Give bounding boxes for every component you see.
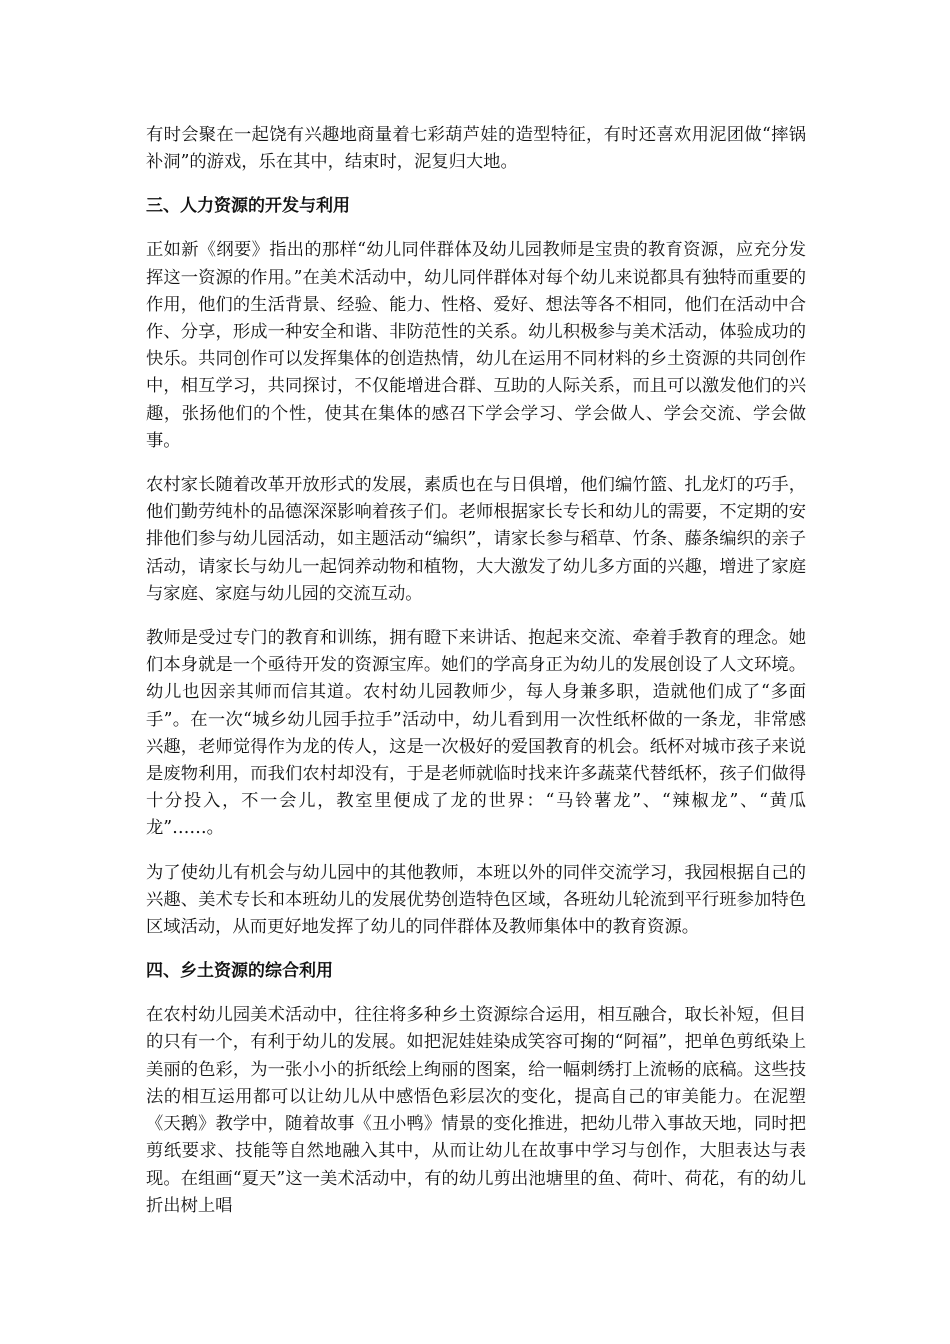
paragraph-continuation: 有时会聚在一起饶有兴趣地商量着七彩葫芦娃的造型特征，有时还喜欢用泥团做“摔锅补洞”的游戏，乐在其中，结束时，泥复归大地。 [146,125,806,173]
paragraph-parents: 农村家长随着改革开放形式的发展，素质也在与日俱增，他们编竹篮、扎龙灯的巧手，他们勤劳纯朴的品德深深影响着孩子们。老师根据家长专长和幼儿的需要，不定期的安排他们参与幼儿园活动，如主题活动“编织”，请家长参与稻草、竹条、藤条编织的亲子活动，请家长与幼儿一起饲养动物和植物，大大激发了幼儿多方面的兴趣，增进了家庭与家庭、家庭与幼儿园的交流互动。 [146,475,806,604]
section-heading-4: 四、乡土资源的综合利用 [146,961,333,982]
paragraph-exchange: 为了使幼儿有机会与幼儿园中的其他教师，本班以外的同伴交流学习，我园根据自己的兴趣、美术专长和本班幼儿的发展优势创造特色区域，各班幼儿轮流到平行班参加特色区域活动，从而更好地发挥了幼儿的同伴群体及教师集体中的教育资源。 [146,862,806,938]
paragraph-integrated-use: 在农村幼儿园美术活动中，往往将多种乡土资源综合运用，相互融合，取长补短，但目的只有一个，有利于幼儿的发展。如把泥娃娃染成笑容可掬的“阿福”，把单色剪纸染上美丽的色彩，为一张小小的折纸绘上绚丽的图案，给一幅刺绣打上流畅的底稿。这些技法的相互运用都可以让幼儿从中感悟色彩层次的变化，提高自己的审美能力。在泥塑《天鹅》教学中，随着故事《丑小鸭》情景的变化推进，把幼儿带入事故天地，同时把剪纸要求、技能等自然地融入其中，从而让幼儿在故事中学习与创作，大胆表达与表现。在组画“夏天”这一美术活动中，有的幼儿剪出池塘里的鱼、荷叶、荷花，有的幼儿折出树上唱 [146,1005,806,1216]
document-page [146,122,806,1220]
paragraph-peer-groups: 正如新《纲要》指出的那样“幼儿同伴群体及幼儿园教师是宝贵的教育资源，应充分发挥这一资源的作用。”在美术活动中，幼儿同伴群体对每个幼儿来说都具有独特而重要的作用，他们的生活背景、经验、能力、性格、爱好、想法等各不相同，他们在活动中合作、分享，形成一种安全和谐、非防范性的关系。幼儿积极参与美术活动，体验成功的快乐。共同创作可以发挥集体的创造热情，幼儿在运用不同材料的乡土资源的共同创作中，相互学习，共同探讨，不仅能增进合群、互助的人际关系，而且可以激发他们的兴趣，张扬他们的个性，使其在集体的感召下学会学习、学会做人、学会交流、学会做事。 [146,240,806,451]
paragraph-teachers: 教师是受过专门的教育和训练，拥有瞪下来讲话、抱起来交流、牵着手教育的理念。她们本身就是一个亟待开发的资源宝库。她们的学高身正为幼儿的发展创设了人文环境。幼儿也因亲其师而信其道。农村幼儿园教师少，每人身兼多职，造就他们成了“多面手”。在一次“城乡幼儿园手拉手”活动中，幼儿看到用一次性纸杯做的一条龙，非常感兴趣，老师觉得作为龙的传人，这是一次极好的爱国教育的机会。纸杯对城市孩子来说是废物利用，而我们农村却没有，于是老师就临时找来许多蔬菜代替纸杯，孩子们做得十分投入，不一会儿，教室里便成了龙的世界：“马铃薯龙”、“辣椒龙”、“黄瓜龙”……。 [146,628,806,839]
section-heading-3: 三、人力资源的开发与利用 [146,196,350,217]
